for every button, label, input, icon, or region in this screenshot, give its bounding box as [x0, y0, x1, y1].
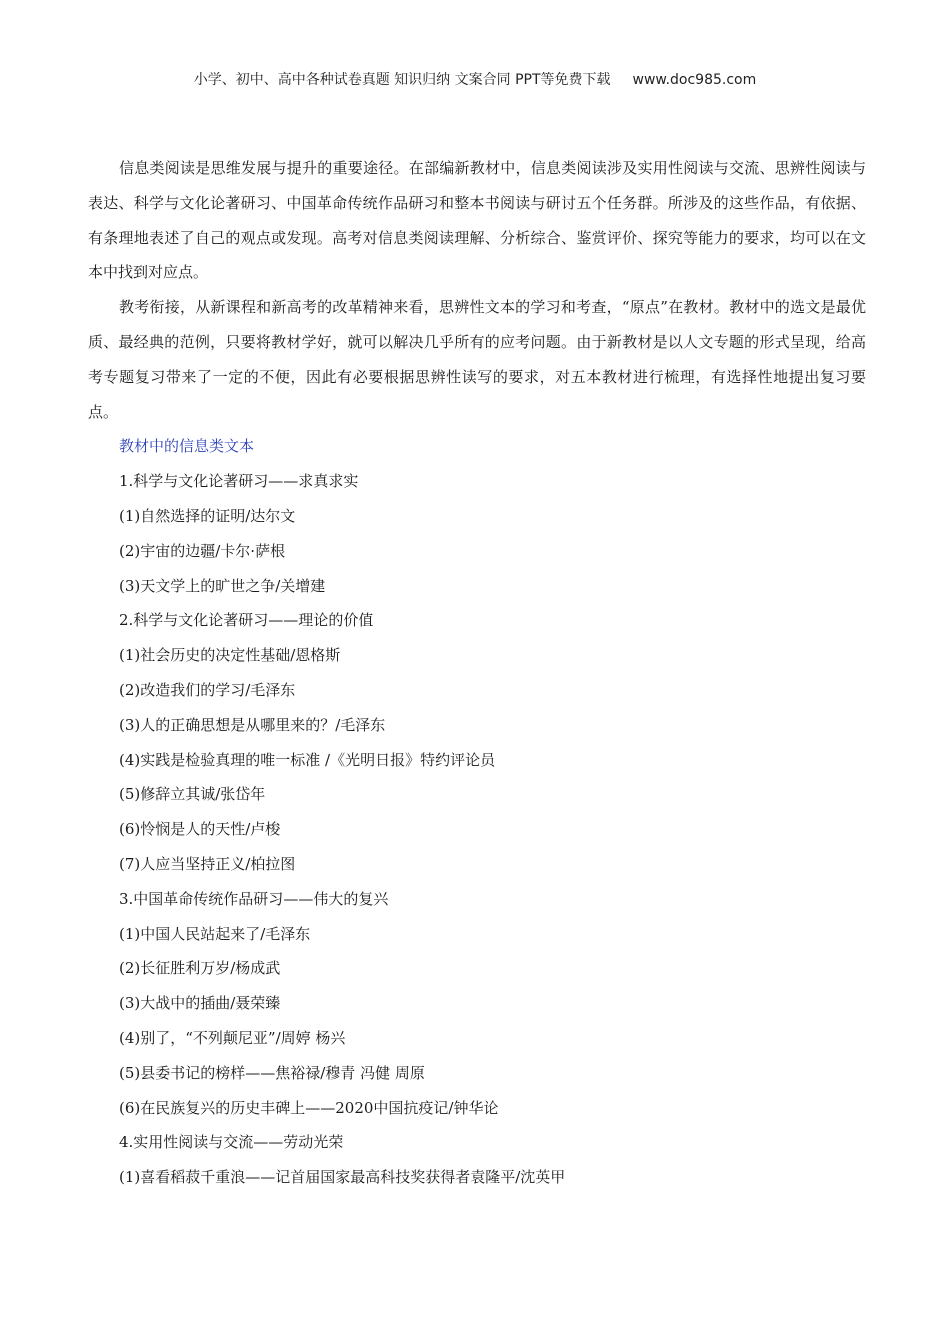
intro-paragraph-2: 教考衔接，从新课程和新高考的改革精神来看，思辨性文本的学习和考查，“原点”在教材。教材中的选文是最优质、最经典的范例，只要将教材学好，就可以解决几乎所有的应考问题。由于新教材是以人文专题的形式呈现，给高考专题复习带来了一定的不便，因此有必要根据思辨性读写的要求，对五本教材进行梳理，有选择性地提出复习要点。	[88, 298, 866, 421]
list-item: (2)长征胜利万岁/杨成武	[119, 959, 281, 978]
list-item: (1)自然选择的证明/达尔文	[119, 506, 296, 525]
intro-paragraph-1: 信息类阅读是思维发展与提升的重要途径。在部编新教材中，信息类阅读涉及实用性阅读与交流、思辨性阅读与表达、科学与文化论著研习、中国革命传统作品研习和整本书阅读与研讨五个任务群。所涉及的这些作品，有依据、有条理地表述了自己的观点或发现。高考对信息类阅读理解、分析综合、鉴赏评价、探究等能力的要求，均可以在文本中找到对应点。	[88, 159, 866, 282]
list-item: 3.中国革命传统作品研习——伟大的复兴	[119, 889, 389, 908]
list-item: (2)改造我们的学习/毛泽东	[119, 680, 296, 699]
list-item: (1)社会历史的决定性基础/恩格斯	[119, 646, 341, 665]
list-item: (4)别了，“不列颠尼亚”/周婷 杨兴	[119, 1028, 346, 1047]
header-site-link[interactable]: www.doc985.com	[632, 72, 757, 88]
list-item: 4.实用性阅读与交流——劳动光荣	[119, 1133, 344, 1152]
list-item: (2)宇宙的边疆/卡尔·萨根	[119, 541, 286, 560]
page-header	[0, 69, 950, 89]
list-item: (4)实践是检验真理的唯一标准 /《光明日报》特约评论员	[119, 750, 496, 769]
list-item: 1.科学与文化论著研习——求真求实	[119, 472, 359, 491]
section-title: 教材中的信息类文本	[119, 437, 255, 456]
list-item: (5)县委书记的榜样——焦裕禄/穆青 冯健 周原	[119, 1063, 425, 1082]
list-item: (1)中国人民站起来了/毛泽东	[119, 924, 311, 943]
list-item: (3)天文学上的旷世之争/关增建	[119, 576, 326, 595]
header-text: 小学、初中、高中各种试卷真题 知识归纳 文案合同 PPT等免费下载	[193, 72, 611, 88]
list-item: 2.科学与文化论著研习——理论的价值	[119, 611, 374, 630]
list-item: (1)喜看稻菽千重浪——记首届国家最高科技奖获得者袁隆平/沈英甲	[119, 1168, 566, 1187]
list-item: (6)怜悯是人的天性/卢梭	[119, 820, 281, 839]
list-item: (7)人应当坚持正义/柏拉图	[119, 854, 296, 873]
list-item: (3)大战中的插曲/聂荣臻	[119, 994, 281, 1013]
text-list	[88, 429, 866, 1195]
document-body	[88, 151, 866, 1195]
list-item: (6)在民族复兴的历史丰碑上——2020中国抗疫记/钟华论	[119, 1098, 499, 1117]
list-item: (5)修辞立其诚/张岱年	[119, 785, 266, 804]
list-item: (3)人的正确思想是从哪里来的？/毛泽东	[119, 715, 386, 734]
